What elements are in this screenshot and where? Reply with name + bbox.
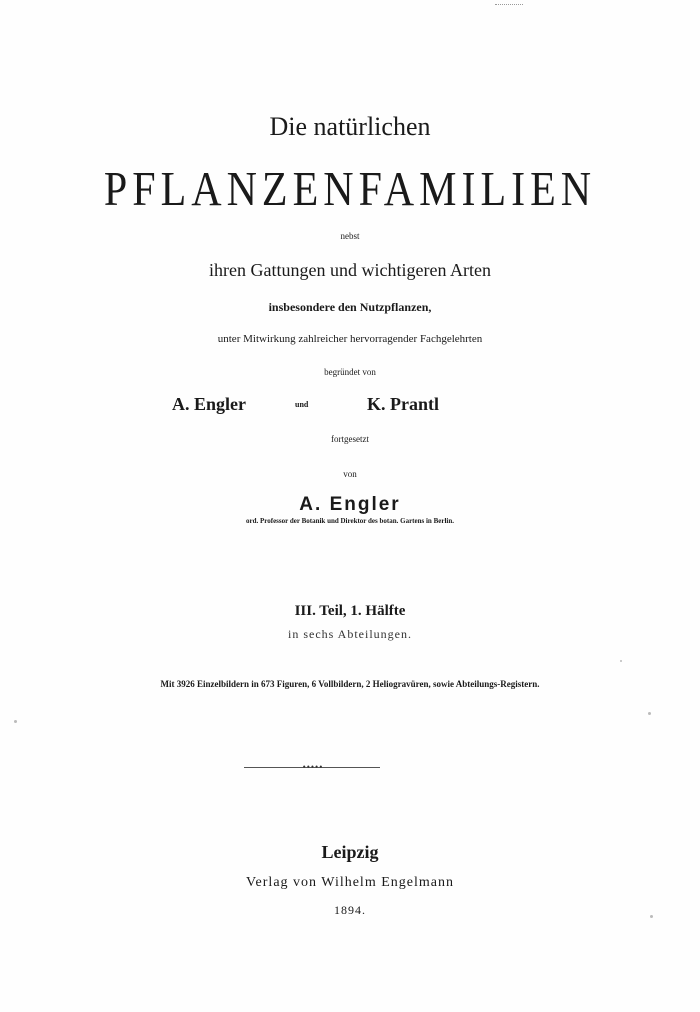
publication-year: 1894.: [334, 903, 366, 917]
publisher-line: Verlag von Wilhelm Engelmann: [246, 875, 454, 890]
fortgesetzt-text: fortgesetzt: [331, 434, 369, 444]
paper-speck: [620, 660, 622, 662]
subtitle-mitwirkung: unter Mitwirkung zahlreicher hervorragender Fachgelehrten: [217, 333, 483, 345]
subtitle-nutzpflanzen: insbesondere den Nutzpflanzen,: [268, 300, 432, 314]
author-affiliation: ord. Professor der Botanik und Direktor des botan. Gartens in Berlin.: [245, 517, 454, 525]
paper-speck: [14, 720, 17, 723]
divider-ornament: •••••: [302, 762, 324, 772]
subtitle-gattungen: ihren Gattungen und wichtigeren Arten: [209, 260, 491, 280]
continuing-author: A. Engler: [299, 494, 401, 515]
author-engler: A. Engler: [172, 394, 246, 414]
title-line-2: PFLANZENFAMILIEN: [103, 163, 597, 217]
margin-mark: [495, 0, 523, 5]
und-text: und: [295, 400, 309, 409]
paper-speck: [648, 712, 651, 715]
abteilungen-text: in sechs Abteilungen.: [288, 627, 412, 641]
author-prantl: K. Prantl: [367, 394, 439, 414]
nebst-text: nebst: [340, 231, 360, 241]
part-heading: III. Teil, 1. Hälfte: [294, 603, 406, 619]
paper-speck: [650, 915, 653, 918]
title-line-1: Die natürlichen: [269, 112, 431, 141]
place-of-publication: Leipzig: [321, 842, 379, 862]
figures-note: Mit 3926 Einzelbildern in 673 Figuren, 6 Vollbildern, 2 Heliogravüren, sowie Abteilungs-Registern.: [160, 679, 540, 689]
begruendet-von-text: begründet von: [324, 367, 376, 377]
von-text: von: [343, 469, 357, 479]
